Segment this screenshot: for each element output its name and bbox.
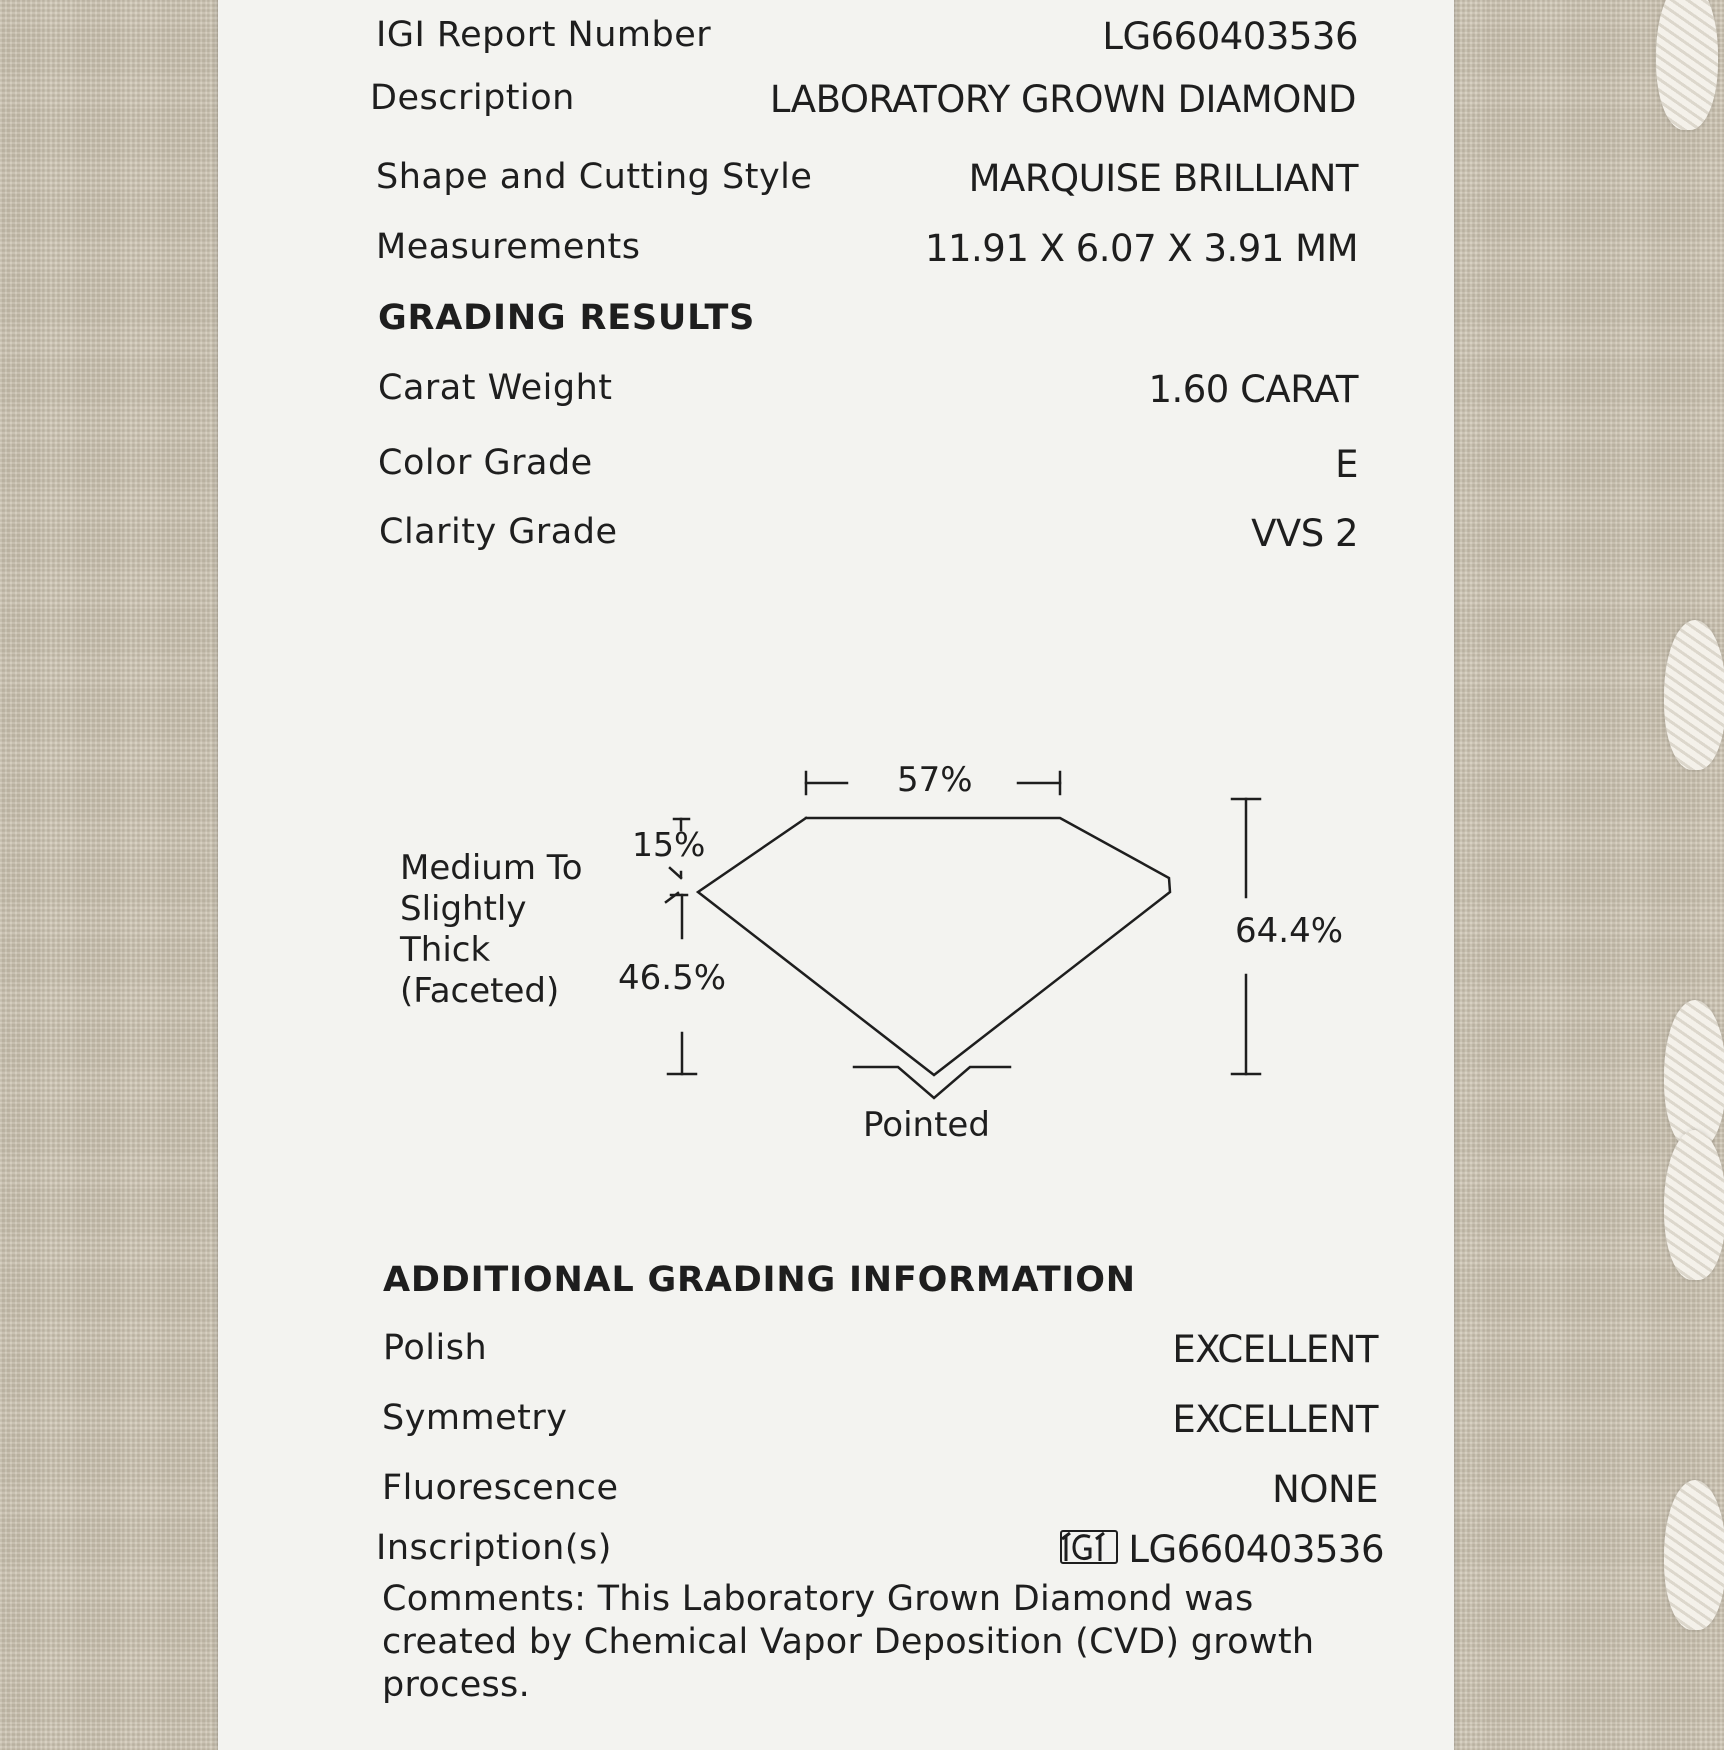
- crown-height-percentage: 15%: [632, 825, 706, 864]
- pavilion-bracket: [666, 893, 678, 902]
- grading-results-heading: GRADING RESULTS: [378, 298, 756, 338]
- girdle-line: Thick: [400, 930, 491, 970]
- stitch: [1664, 620, 1724, 770]
- fluorescence-value: NONE: [1272, 1468, 1378, 1511]
- total-depth-percentage: 64.4%: [1235, 911, 1344, 951]
- polish-label: Polish: [383, 1328, 488, 1368]
- shape-label: Shape and Cutting Style: [376, 157, 813, 197]
- culet-label: Pointed: [863, 1105, 990, 1145]
- girdle-line: Slightly: [400, 889, 527, 929]
- clarity-grade-value: VVS 2: [1251, 512, 1358, 555]
- measurements-label: Measurements: [376, 227, 641, 267]
- measurements-row: [218, 227, 1454, 277]
- stitch: [1664, 1480, 1724, 1630]
- comments-text: Comments: This Laboratory Grown Diamond was created by Chemical Vapor Deposition (CVD) growth process.: [382, 1579, 1315, 1705]
- inscription-label: Inscription(s): [376, 1528, 612, 1568]
- symmetry-value: EXCELLENT: [1172, 1398, 1378, 1441]
- polish-value: EXCELLENT: [1172, 1328, 1378, 1371]
- fluorescence-row: [218, 1468, 1454, 1518]
- polish-row: [218, 1328, 1454, 1378]
- igi-logo-icon: [1060, 1529, 1120, 1574]
- shape-value: MARQUISE BRILLIANT: [968, 157, 1358, 200]
- girdle-line: Medium To: [400, 848, 583, 888]
- culet-indicator: [854, 1067, 1010, 1098]
- inscription-row: [218, 1528, 1454, 1578]
- carat-weight-label: Carat Weight: [378, 368, 613, 408]
- stitch: [1664, 1000, 1724, 1150]
- color-grade-label: Color Grade: [378, 443, 593, 483]
- shape-row: [218, 157, 1454, 207]
- inscription-value-wrap: [1060, 1528, 1384, 1574]
- fluorescence-label: Fluorescence: [382, 1468, 619, 1508]
- report-number-label: IGI Report Number: [376, 15, 712, 55]
- symmetry-label: Symmetry: [382, 1398, 568, 1438]
- description-row: [218, 78, 1454, 128]
- stitch: [1656, 0, 1718, 130]
- inscription-value: LG660403536: [1128, 1528, 1384, 1571]
- pavilion-depth-percentage: 46.5%: [618, 958, 727, 998]
- description-label: Description: [370, 78, 575, 118]
- additional-grading-heading: ADDITIONAL GRADING INFORMATION: [383, 1260, 1136, 1300]
- color-grade-value: E: [1335, 443, 1358, 486]
- diamond-profile-outline: [698, 818, 1170, 1075]
- girdle-description: [400, 848, 583, 1012]
- clarity-grade-row: [218, 512, 1454, 562]
- crown-bracket: [670, 868, 681, 878]
- carat-weight-value: 1.60 CARAT: [1148, 368, 1358, 411]
- carat-weight-row: [218, 368, 1454, 418]
- igi-report-card: [218, 0, 1454, 1750]
- embroidery-decoration: [1650, 0, 1724, 1724]
- color-grade-row: [218, 443, 1454, 493]
- symmetry-row: [218, 1398, 1454, 1448]
- description-value: LABORATORY GROWN DIAMOND: [769, 78, 1356, 121]
- measurements-value: 11.91 X 6.07 X 3.91 MM: [924, 227, 1358, 270]
- table-percentage: 57%: [897, 760, 973, 800]
- girdle-line: (Faceted): [400, 971, 560, 1011]
- clarity-grade-label: Clarity Grade: [379, 512, 618, 552]
- stitch: [1664, 1130, 1724, 1280]
- report-number-row: [218, 15, 1454, 65]
- report-number-value: LG660403536: [1102, 15, 1358, 58]
